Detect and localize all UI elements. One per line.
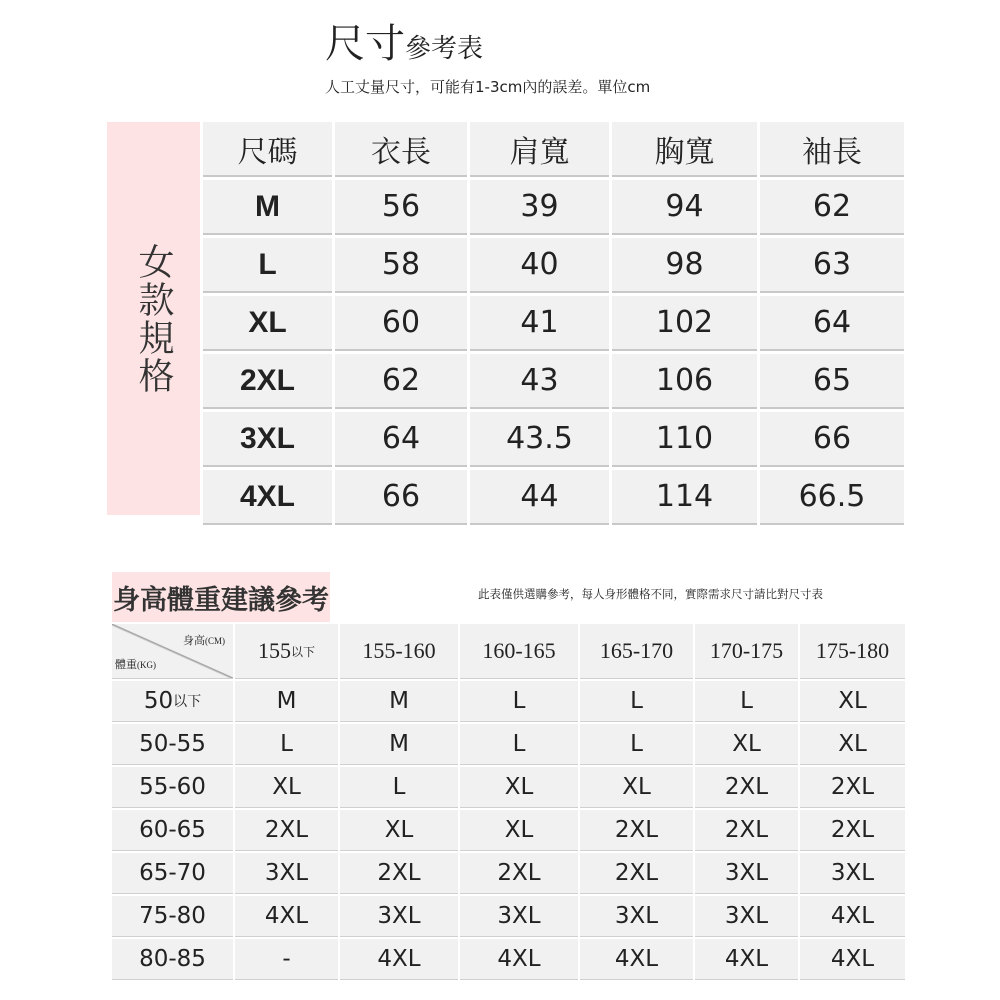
weight-cell: 50-55 <box>112 724 233 765</box>
hw-table-title: 身高體重建議參考 <box>112 572 330 622</box>
height-weight-table <box>112 624 907 982</box>
recommended-size-cell: L <box>460 724 578 765</box>
title-main: 尺寸 <box>325 21 405 67</box>
measurement-cell: 66 <box>335 470 467 525</box>
recommended-size-cell: XL <box>235 767 338 808</box>
measurement-cell: 43 <box>470 354 609 409</box>
column-header: 衣長 <box>335 122 467 177</box>
recommended-size-cell: L <box>235 724 338 765</box>
recommended-size-cell: 4XL <box>800 896 905 937</box>
size-cell: XL <box>203 296 332 351</box>
recommended-size-cell: M <box>235 681 338 722</box>
measurement-cell: 40 <box>470 238 609 293</box>
height-header: 170-175 <box>695 624 798 679</box>
column-header: 肩寬 <box>470 122 609 177</box>
height-header: 165-170 <box>580 624 693 679</box>
measurement-cell: 39 <box>470 180 609 235</box>
measurement-cell: 43.5 <box>470 412 609 467</box>
recommended-size-cell: 3XL <box>235 853 338 894</box>
measurement-cell: 64 <box>760 296 904 351</box>
recommended-size-cell: 2XL <box>800 767 905 808</box>
measurement-cell: 58 <box>335 238 467 293</box>
recommended-size-cell: - <box>235 939 338 980</box>
measurement-cell: 110 <box>612 412 757 467</box>
weight-cell: 75-80 <box>112 896 233 937</box>
recommended-size-cell: XL <box>460 810 578 851</box>
recommended-size-cell: XL <box>580 767 693 808</box>
size-table <box>203 122 907 528</box>
recommended-size-cell: XL <box>800 724 905 765</box>
recommended-size-cell: 3XL <box>800 853 905 894</box>
recommended-size-cell: 2XL <box>340 853 458 894</box>
recommended-size-cell: 2XL <box>695 767 798 808</box>
recommended-size-cell: M <box>340 724 458 765</box>
table-corner-cell <box>112 624 233 679</box>
title-sub: 參考表 <box>405 34 484 64</box>
recommended-size-cell: L <box>460 681 578 722</box>
recommended-size-cell: XL <box>695 724 798 765</box>
measurement-cell: 64 <box>335 412 467 467</box>
measurement-cell: 94 <box>612 180 757 235</box>
size-cell: 4XL <box>203 470 332 525</box>
recommended-size-cell: 3XL <box>580 896 693 937</box>
hw-table-note: 此表僅供選購參考，每人身形體格不同，實際需求尺寸請比對尺寸表 <box>478 587 823 601</box>
measurement-cell: 106 <box>612 354 757 409</box>
page-title <box>325 22 483 71</box>
recommended-size-cell: L <box>695 681 798 722</box>
measurement-cell: 41 <box>470 296 609 351</box>
recommended-size-cell: 2XL <box>460 853 578 894</box>
measurement-cell: 66 <box>760 412 904 467</box>
recommended-size-cell: XL <box>340 810 458 851</box>
weight-cell: 80-85 <box>112 939 233 980</box>
recommended-size-cell: L <box>580 681 693 722</box>
weight-cell: 60-65 <box>112 810 233 851</box>
measurement-cell: 56 <box>335 180 467 235</box>
recommended-size-cell: 3XL <box>695 896 798 937</box>
height-header: 175-180 <box>800 624 905 679</box>
measurement-cell: 44 <box>470 470 609 525</box>
column-header: 尺碼 <box>203 122 332 177</box>
recommended-size-cell: 4XL <box>235 896 338 937</box>
measurement-cell: 60 <box>335 296 467 351</box>
recommended-size-cell: 4XL <box>580 939 693 980</box>
measurement-cell: 62 <box>760 180 904 235</box>
column-header: 袖長 <box>760 122 904 177</box>
measurement-cell: 114 <box>612 470 757 525</box>
recommended-size-cell: 3XL <box>460 896 578 937</box>
subtitle: 人工丈量尺寸，可能有1-3cm內的誤差。單位cm <box>325 78 651 96</box>
weight-cell: 50 以下 <box>112 681 233 722</box>
column-header: 胸寬 <box>612 122 757 177</box>
height-header: 155 以下 <box>235 624 338 679</box>
corner-weight: 體重(KG) <box>115 659 156 671</box>
measurement-cell: 98 <box>612 238 757 293</box>
measurement-cell: 102 <box>612 296 757 351</box>
recommended-size-cell: 2XL <box>800 810 905 851</box>
height-header: 160-165 <box>460 624 578 679</box>
recommended-size-cell: 3XL <box>340 896 458 937</box>
size-table-side-label <box>107 122 200 515</box>
recommended-size-cell: L <box>580 724 693 765</box>
recommended-size-cell: 4XL <box>340 939 458 980</box>
corner-height: 身高(CM) <box>183 635 225 647</box>
side-label-text: 女款規格 <box>133 242 174 395</box>
size-cell: 3XL <box>203 412 332 467</box>
recommended-size-cell: XL <box>460 767 578 808</box>
recommended-size-cell: 2XL <box>235 810 338 851</box>
size-cell: 2XL <box>203 354 332 409</box>
size-cell: L <box>203 238 332 293</box>
height-header: 155-160 <box>340 624 458 679</box>
measurement-cell: 63 <box>760 238 904 293</box>
recommended-size-cell: M <box>340 681 458 722</box>
measurement-cell: 66.5 <box>760 470 904 525</box>
measurement-cell: 62 <box>335 354 467 409</box>
recommended-size-cell: 4XL <box>460 939 578 980</box>
measurement-cell: 65 <box>760 354 904 409</box>
recommended-size-cell: 2XL <box>580 810 693 851</box>
weight-cell: 65-70 <box>112 853 233 894</box>
recommended-size-cell: 2XL <box>580 853 693 894</box>
recommended-size-cell: 4XL <box>695 939 798 980</box>
weight-cell: 55-60 <box>112 767 233 808</box>
recommended-size-cell: 4XL <box>800 939 905 980</box>
recommended-size-cell: XL <box>800 681 905 722</box>
size-cell: M <box>203 180 332 235</box>
recommended-size-cell: L <box>340 767 458 808</box>
recommended-size-cell: 3XL <box>695 853 798 894</box>
recommended-size-cell: 2XL <box>695 810 798 851</box>
